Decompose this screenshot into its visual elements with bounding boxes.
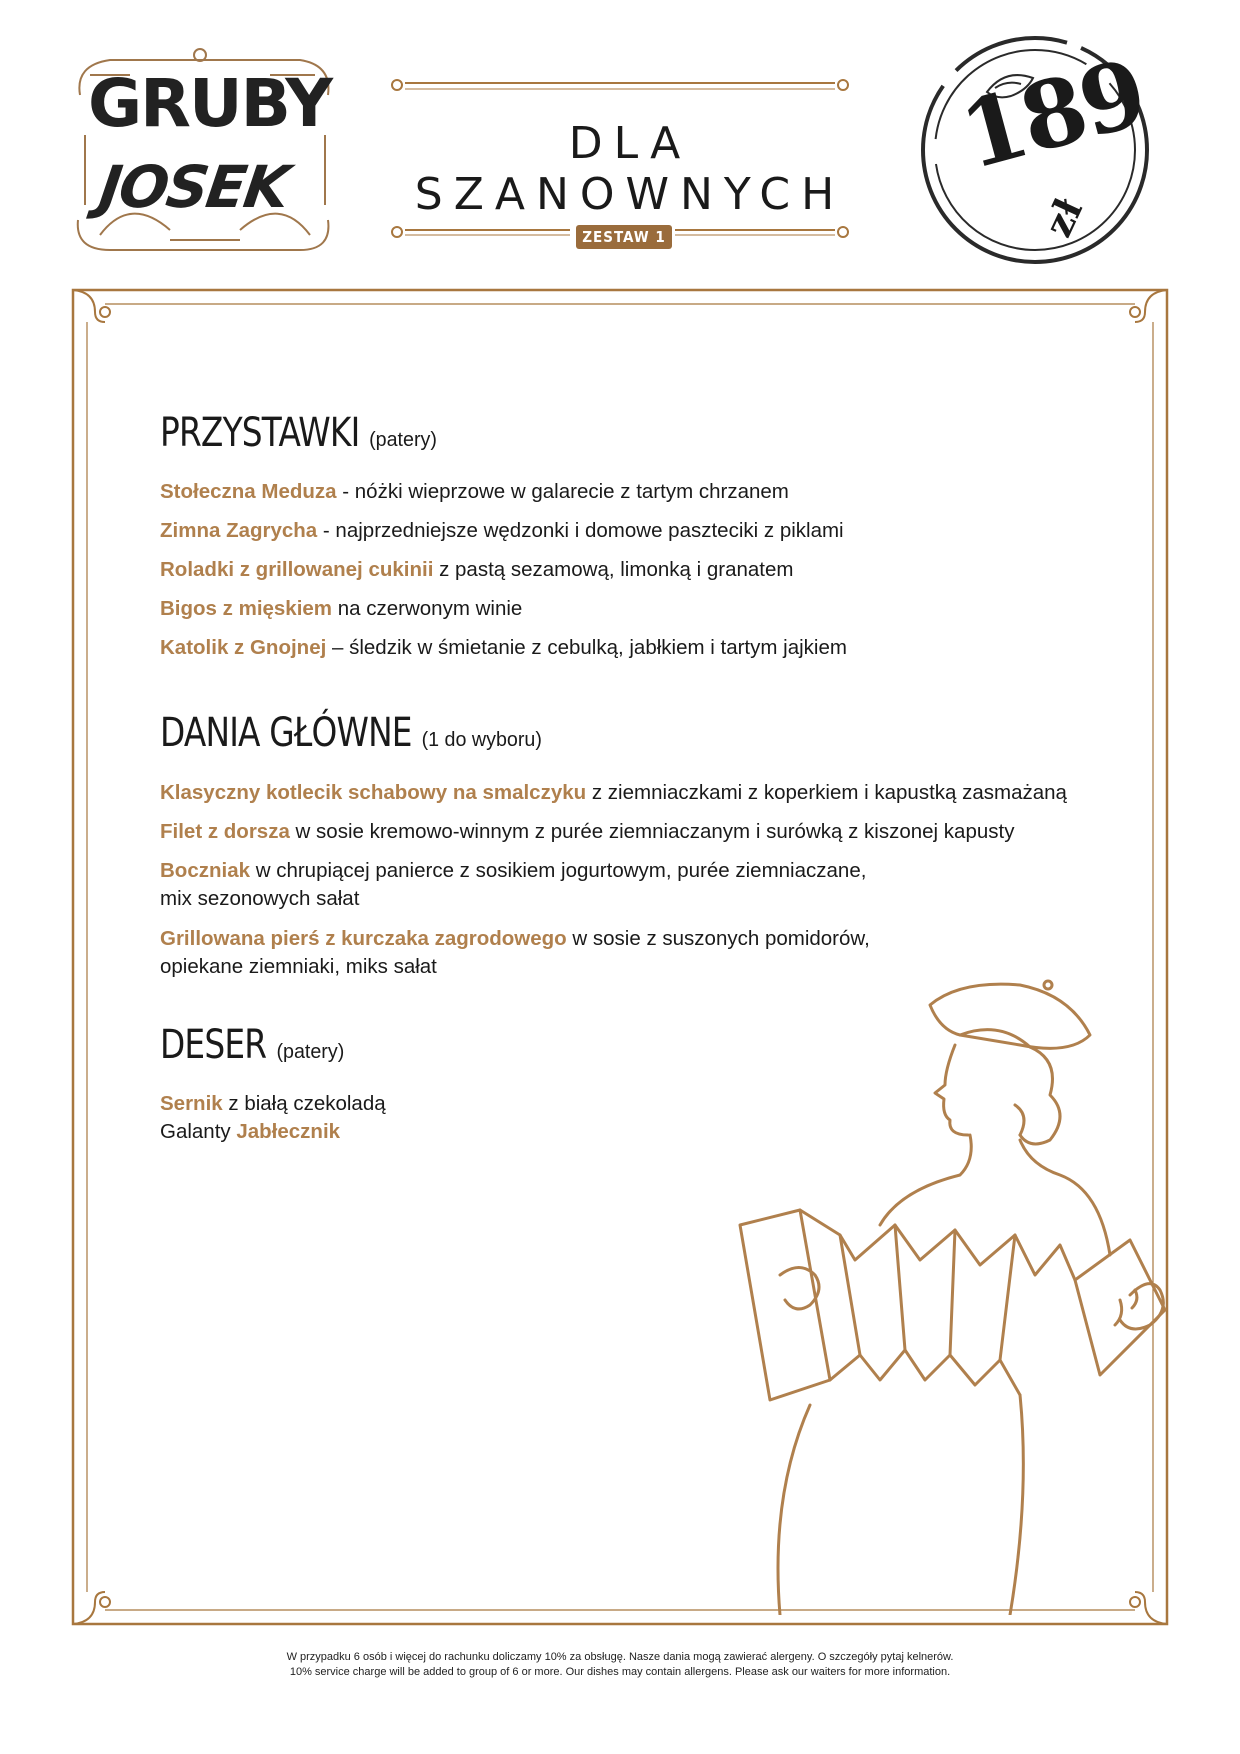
- menu-item: [160, 818, 1014, 846]
- menu-item: [160, 517, 844, 545]
- section-heading: DESER: [160, 1022, 267, 1068]
- menu-item: [160, 857, 866, 913]
- menu-item: [160, 925, 870, 981]
- dish-name: Boczniak: [160, 859, 250, 882]
- footer-line-pl: W przypadku 6 osób i więcej do rachunku doliczamy 10% za obsługę. Nasze dania mogą zawierać alergeny. O szczegóły pytaj kelnerów.: [286, 1651, 954, 1663]
- section-heading: PRZYSTAWKI: [160, 410, 360, 456]
- menu-item: [160, 1118, 340, 1146]
- logo-word-josek: JOSEK: [95, 153, 293, 221]
- dish-description: - nóżki wieprzowe w galarecie z tartym chrzanem: [336, 480, 789, 503]
- section-title-mains: [160, 710, 542, 756]
- dish-description: w sosie z suszonych pomidorów,: [566, 927, 870, 950]
- menu-item: [160, 1090, 386, 1118]
- dish-description: w chrupiącej panierce z sosikiem jogurtowym, purée ziemniaczane,: [250, 859, 867, 882]
- section-title-dessert: [160, 1022, 344, 1068]
- section-note: (patery): [276, 1041, 344, 1063]
- menu-item: [160, 556, 793, 584]
- dish-description: w sosie kremowo-winnym z purée ziemniaczanym i surówką z kiszonej kapusty: [289, 820, 1015, 843]
- dish-description: z pastą sezamową, limonką i granatem: [433, 558, 794, 581]
- section-note: (patery): [369, 429, 438, 451]
- dish-name: Katolik z Gnojnej: [160, 636, 327, 659]
- set-badge: ZESTAW 1: [576, 225, 672, 249]
- dish-description: na czerwonym winie: [332, 597, 523, 620]
- accordion-player-illustration: [730, 975, 1200, 1615]
- dish-description: z ziemniaczkami z koperkiem i kapustką zasmażaną: [586, 781, 1067, 804]
- price-currency: zł: [1035, 191, 1092, 244]
- dish-name: Grillowana pierś z kurczaka zagrodowego: [160, 927, 567, 950]
- footer-line-en: 10% service charge will be added to group of 6 or more. Our dishes may contain allergens. Please ask our waiters for more information.: [289, 1666, 951, 1678]
- dish-name: Filet z dorsza: [160, 820, 290, 843]
- dish-name: Bigos z mięskiem: [160, 597, 333, 620]
- price-value: 189: [950, 38, 1155, 191]
- dish-description: – śledzik w śmietanie z cebulką, jabłkiem i tartym jajkiem: [326, 636, 847, 659]
- dish-description: - najprzedniejsze wędzonki i domowe paszteciki z piklami: [317, 519, 844, 542]
- dish-name: Stołeczna Meduza: [160, 480, 337, 503]
- dish-name: Roladki z grillowanej cukinii: [160, 558, 434, 581]
- dish-description-continued: mix sezonowych sałat: [160, 887, 360, 910]
- dish-name: Jabłecznik: [236, 1120, 341, 1143]
- menu-item: [160, 595, 522, 623]
- dish-description: z białą czekoladą: [222, 1092, 386, 1115]
- menu-title: DLA SZANOWNYCH: [414, 118, 846, 220]
- footer-note: [0, 1650, 1240, 1680]
- section-note: (1 do wyboru): [421, 729, 542, 751]
- menu-item: [160, 634, 847, 662]
- dish-name: Klasyczny kotlecik schabowy na smalczyku: [160, 781, 587, 804]
- brand-logo: [70, 45, 340, 255]
- dish-prefix: Galanty: [160, 1120, 237, 1143]
- section-heading: DANIA GŁÓWNE: [160, 710, 412, 756]
- dish-description-continued: opiekane ziemniaki, miks sałat: [160, 955, 437, 978]
- logo-word-gruby: GRUBY: [88, 65, 332, 142]
- section-title-starters: [160, 410, 438, 456]
- dish-name: Zimna Zagrycha: [160, 519, 318, 542]
- menu-item: [160, 478, 789, 506]
- menu-item: [160, 779, 1067, 807]
- dish-name: Sernik: [160, 1092, 223, 1115]
